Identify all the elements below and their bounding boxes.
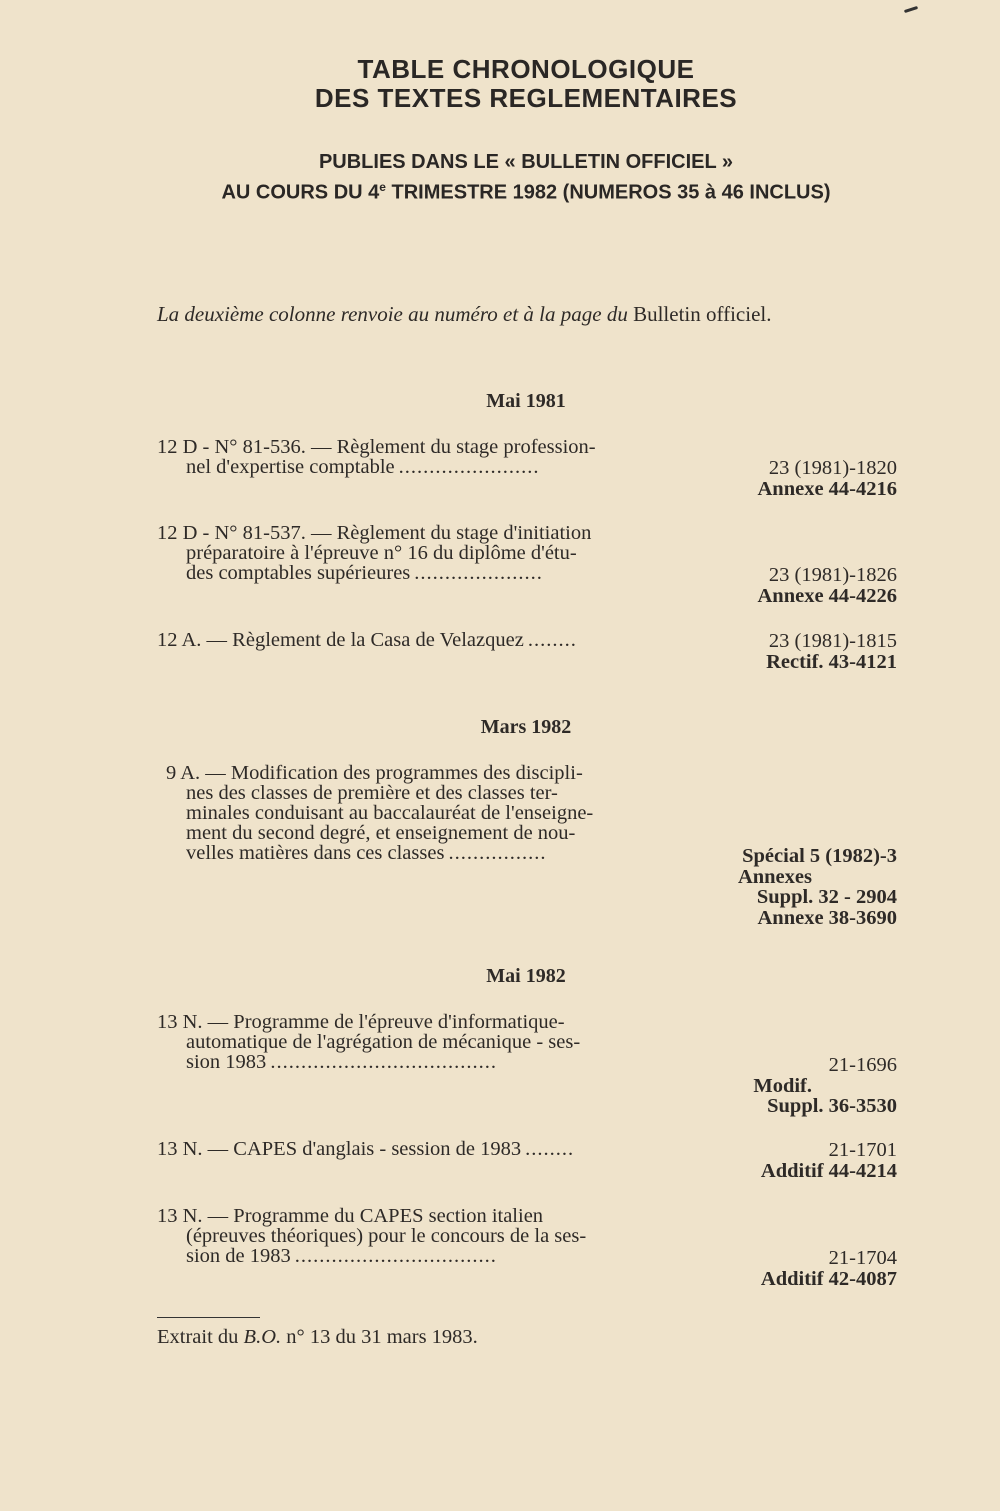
entry-refs	[761, 1248, 897, 1289]
footnote-a: Extrait du	[157, 1326, 244, 1348]
entry-text	[157, 1139, 710, 1159]
title-line-2: DES TEXTES REGLEMENTAIRES	[314, 83, 738, 113]
document-title	[0, 55, 1000, 113]
section-heading: Mars 1982	[480, 716, 572, 738]
intro-italic: La deuxième colonne renvoie au numéro et à la page du	[157, 302, 628, 326]
entry-line: sion de 1983 .................................	[186, 1245, 497, 1267]
entry	[157, 762, 897, 929]
subtitle-line-2	[0, 175, 1000, 206]
entry	[157, 629, 897, 673]
title-line-1: TABLE CHRONOLOGIQUE	[357, 54, 695, 84]
section-heading: Mai 1982	[486, 965, 566, 987]
footnote-b: n° 13 du 31 mars 1983.	[281, 1326, 478, 1348]
entry-line: sion 1983 .....................................	[186, 1051, 497, 1073]
ref: 23 (1981)-1820	[768, 457, 897, 479]
entry-line-text: 12 A. — Règlement de la Casa de Velazquez	[157, 629, 524, 651]
ref: Suppl. 32 - 2904	[756, 886, 897, 908]
footnote-rule	[157, 1317, 260, 1318]
ref: Suppl. 36-3530	[767, 1095, 897, 1117]
entry-line: préparatoire à l'épreuve n° 16 du diplôme d'étu-	[186, 542, 577, 564]
entry-line: 13 N. — Programme du CAPES section italien	[157, 1205, 544, 1227]
ref: Annexe 44-4216	[757, 477, 897, 500]
entry-line: 9 A. — Modification des programmes des discipli-	[166, 762, 583, 784]
entry-line: nes des classes de première et des classes ter-	[186, 782, 558, 804]
ref: 21-1696	[828, 1054, 897, 1076]
document-subtitle	[0, 150, 1000, 206]
ref: 21-1701	[828, 1139, 897, 1161]
ref: 21-1704	[828, 1247, 897, 1269]
entry-line: des comptables supérieures .....................	[186, 562, 543, 584]
entry-line: 12 D - N° 81-536. — Règlement du stage profession-	[157, 436, 596, 458]
footnote-italic: B.O.	[243, 1326, 282, 1348]
entry-text	[157, 1012, 710, 1072]
entry-line-text: 13 N. — CAPES d'anglais - session de 1983	[157, 1138, 522, 1160]
subtitle-line-2-a: AU COURS DU 4	[221, 181, 380, 204]
entry-line: (épreuves théoriques) pour le concours de la ses-	[186, 1225, 587, 1247]
footnote	[157, 1326, 478, 1349]
subtitle-superscript: e	[379, 180, 386, 194]
entry-line: 12 D - N° 81-537. — Règlement du stage d'initiation	[157, 522, 592, 544]
entry-line: 13 N. — CAPES d'anglais - session de 1983 ........	[157, 1138, 575, 1160]
entry-line: 13 N. — Programme de l'épreuve d'informatique-	[157, 1011, 565, 1033]
entry-text	[157, 523, 710, 583]
entry-line-text: des comptables supérieures	[186, 562, 411, 584]
intro-note	[157, 302, 772, 327]
ref: Annexe 38-3690	[757, 906, 897, 929]
entry	[157, 1011, 897, 1117]
ref: 23 (1981)-1826	[768, 564, 897, 586]
ink-mark	[904, 6, 918, 13]
ref: Rectif. 43-4121	[766, 650, 897, 673]
ref: Annexes	[737, 865, 812, 888]
ref: Additif 42-4087	[760, 1267, 897, 1290]
entry-text	[157, 1206, 710, 1266]
ref: Spécial 5 (1982)-3	[742, 845, 897, 867]
ref: 23 (1981)-1815	[768, 630, 897, 652]
entry-text	[157, 763, 710, 863]
entry-refs	[761, 1140, 897, 1181]
ref: Annexe 44-4226	[757, 584, 897, 607]
entry-text	[157, 630, 710, 650]
entry	[157, 436, 897, 500]
entry-line: 12 A. — Règlement de la Casa de Velazquez ........	[157, 629, 577, 651]
subtitle-line-1: PUBLIES DANS LE « BULLETIN OFFICIEL »	[318, 151, 734, 173]
entry-line-text: sion de 1983	[186, 1245, 291, 1267]
entry-line: velles matières dans ces classes ................	[186, 842, 547, 864]
entry-refs	[738, 846, 897, 928]
entry	[157, 1205, 897, 1290]
entry-refs	[757, 565, 897, 606]
entry-line-text: nel d'expertise comptable	[186, 456, 395, 478]
entry-text	[157, 437, 710, 477]
entry-line: nel d'expertise comptable .......................	[186, 456, 540, 478]
entry-line: automatique de l'agrégation de mécanique - ses-	[186, 1031, 581, 1053]
entry-refs	[753, 1055, 897, 1117]
entry	[157, 522, 897, 607]
entry-line: ment du second degré, et enseignement de nou-	[186, 822, 576, 844]
entry-line: minales conduisant au baccalauréat de l'enseigne-	[186, 802, 594, 824]
entry-refs	[757, 458, 897, 499]
intro-roman: Bulletin officiel.	[627, 302, 772, 326]
ref: Additif 44-4214	[760, 1159, 897, 1182]
entry-line-text: sion 1983	[186, 1051, 267, 1073]
ref: Modif.	[753, 1074, 812, 1097]
entry-refs	[766, 631, 897, 672]
section-heading: Mai 1981	[486, 390, 566, 412]
subtitle-line-2-b: TRIMESTRE 1982 (NUMEROS 35 à 46 INCLUS)	[385, 181, 831, 204]
entry-line-text: velles matières dans ces classes	[186, 842, 445, 864]
entry	[157, 1138, 897, 1182]
